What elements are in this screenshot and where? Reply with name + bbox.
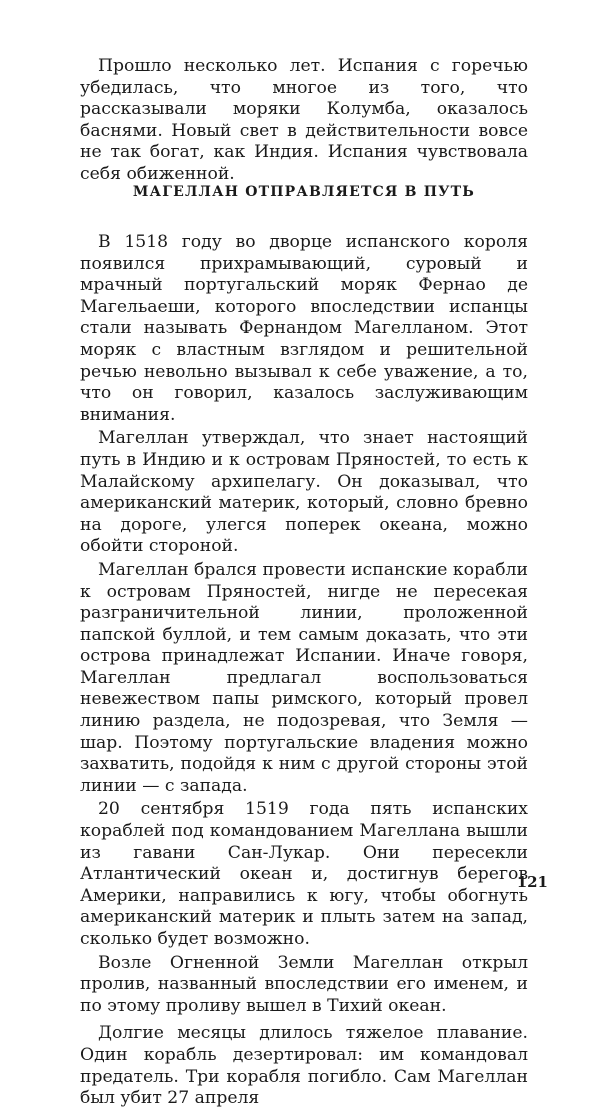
page-number: 121 (516, 873, 548, 891)
paragraph-6: Долгие месяцы длилось тяжелое плавание. Один корабль дезертировал: им командовал предатель. Три корабля погибло. Сам Магеллан был убит 27 апреля (80, 1023, 528, 1109)
paragraph-3: Магеллан брался провести испанские корабли к островам Пряностей, нигде не пересекая разграничительной линии, проложенной папской буллой, и тем самым доказать, что эти острова принадлежат Испании. Иначе говоря, Магеллан предлагал воспользоваться невежеством папы римского, который провел линию раздела, не подозревая, что Земля — шар. Поэтому португальские владения можно захватить, подойдя к ним с другой стороны этой линии — с запада. (80, 559, 528, 796)
paragraph-1: В 1518 году во дворце испанского короля появился прихрамывающий, суровый и мрачный португальский моряк Фернао де Магельаеши, которого впоследствии испанцы стали называть Фернандом Магелланом. Этот моряк с властным взглядом и решительной речью невольно вызывал к себе уважение, а то, что он говорил, казалось заслуживающим внимания. (80, 232, 528, 425)
section-title: МАГЕЛЛАН ОТПРАВЛЯЕТСЯ В ПУТЬ (132, 184, 476, 200)
section-body (80, 232, 528, 1110)
paragraph-5: Возле Огненной Земли Магеллан открыл пролив, названный впоследствии его именем, и по этому проливу вышел в Тихий океан. (80, 952, 528, 1016)
paragraph-2: Магеллан утверждал, что знает настоящий путь в Индию и к островам Пряностей, то есть к Малайскому архипелагу. Он доказывал, что американский материк, который, словно бревно на дороге, улегся поперек океана, можно обойти стороной. (80, 428, 528, 557)
paragraph-4: 20 сентября 1519 года пять испанских кораблей под командованием Магеллана вышли из гавани Сан-Лукар. Они пересекли Атлантический океан и, достигнув берегов Америки, направились к югу, чтобы обогнуть американский материк и плыть затем на запад, сколько будет возможно. (80, 799, 528, 949)
intro-paragraph: Прошло несколько лет. Испания с горечью убедилась, что многое из того, что рассказывали моряки Колумба, оказалось баснями. Новый свет в действительности вовсе не так богат, как Индия. Испания чувствовала себя обиженной. (80, 56, 528, 184)
